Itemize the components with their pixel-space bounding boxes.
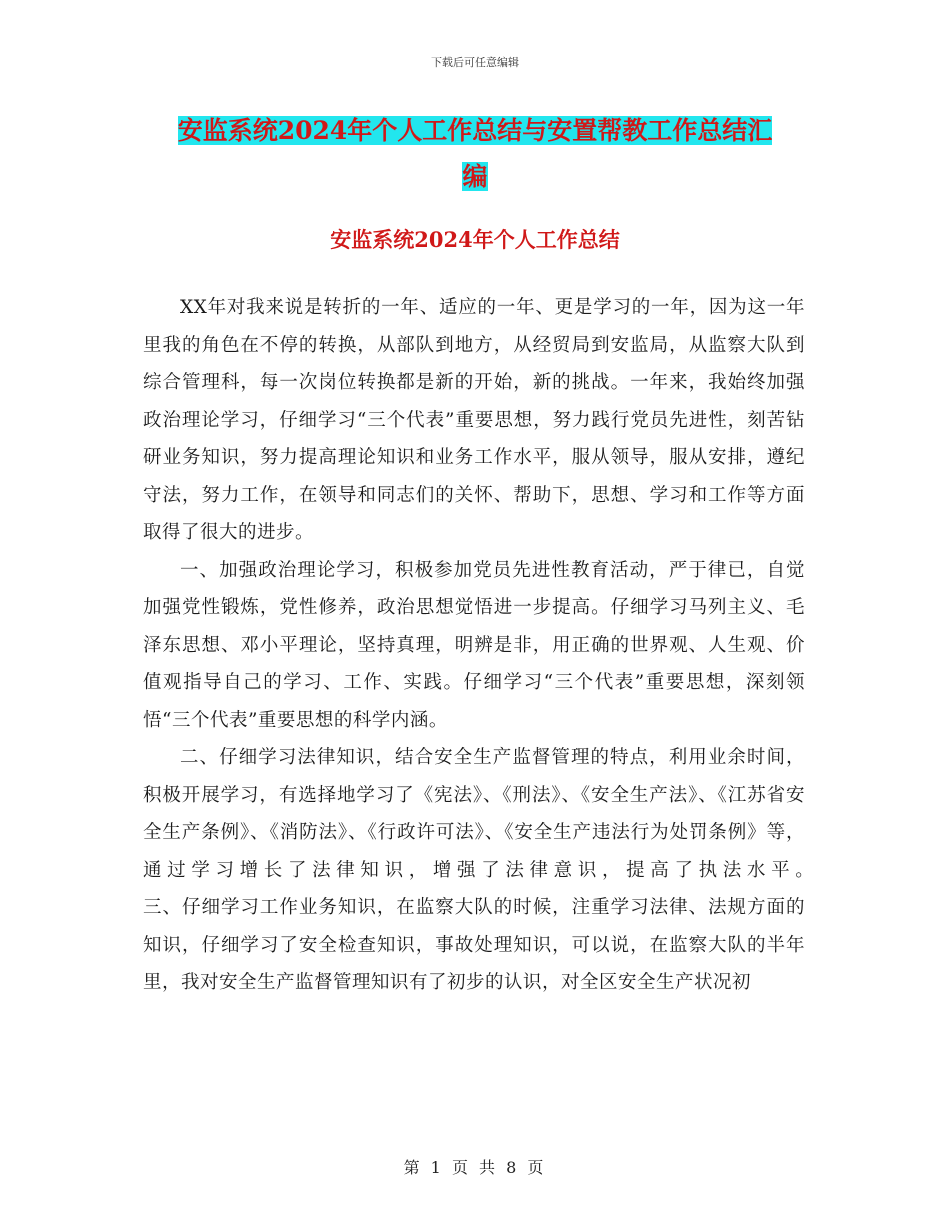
header-note: 下载后可任意编辑 <box>431 56 519 69</box>
document-body <box>143 289 920 1002</box>
document-title-line2: 编 <box>462 162 488 191</box>
paragraph-section-2: 二、仔细学习法律知识，结合安全生产监督管理的特点，利用业余时间，积极开展学习，有选择地学习了《宪法》、《刑法》、《安全生产法》、《江苏省安全生产条例》、《消防法》、《行政许可法》、《安全生产违法行为处罚条例》等，通过学习增长了法律知识，增强了法律意识，提高了执法水平。 三、仔细学习工作业务知识，在监察大队的时候，注重学习法律、法规方面的知识，仔细学习了安全检查知识，事故处理知识，可以说，在监察大队的半年里，我对安全生产监督管理知识有了初步的认识，对全区安全生产状况初 <box>143 747 920 993</box>
document-title <box>140 108 810 200</box>
paragraph-section-1: 一、加强政治理论学习，积极参加党员先进性教育活动，严于律已，自觉加强党性锻炼，党性修养，政治思想觉悟进一步提高。仔细学习马列主义、毛泽东思想、邓小平理论，坚持真理，明辨是非，用正确的世界观、人生观、价值观指导自己的学习、工作、实践。仔细学习“三个代表”重要思想，深刻领悟“三个代表”重要思想的科学内涵。 <box>143 559 805 731</box>
page-number: 第 1 页 共 8 页 <box>403 1158 547 1177</box>
document-title-line1: 安监系统2024年个人工作总结与安置帮教工作总结汇 <box>177 116 773 145</box>
section-title: 安监系统2024年个人工作总结 <box>330 227 620 252</box>
paragraph-intro: XX年对我来说是转折的一年、适应的一年、更是学习的一年，因为这一年里我的角色在不停的转换，从部队到地方，从经贸局到安监局，从监察大队到综合管理科，每一次岗位转换都是新的开始，新的挑战。一年来，我始终加强政治理论学习，仔细学习“三个代表”重要思想，努力践行党员先进性，刻苦钻研业务知识，努力提高理论知识和业务工作水平，服从领导，服从安排，遵纪守法，努力工作，在领导和同志们的关怀、帮助下，思想、学习和工作等方面取得了很大的进步。 <box>143 297 805 543</box>
